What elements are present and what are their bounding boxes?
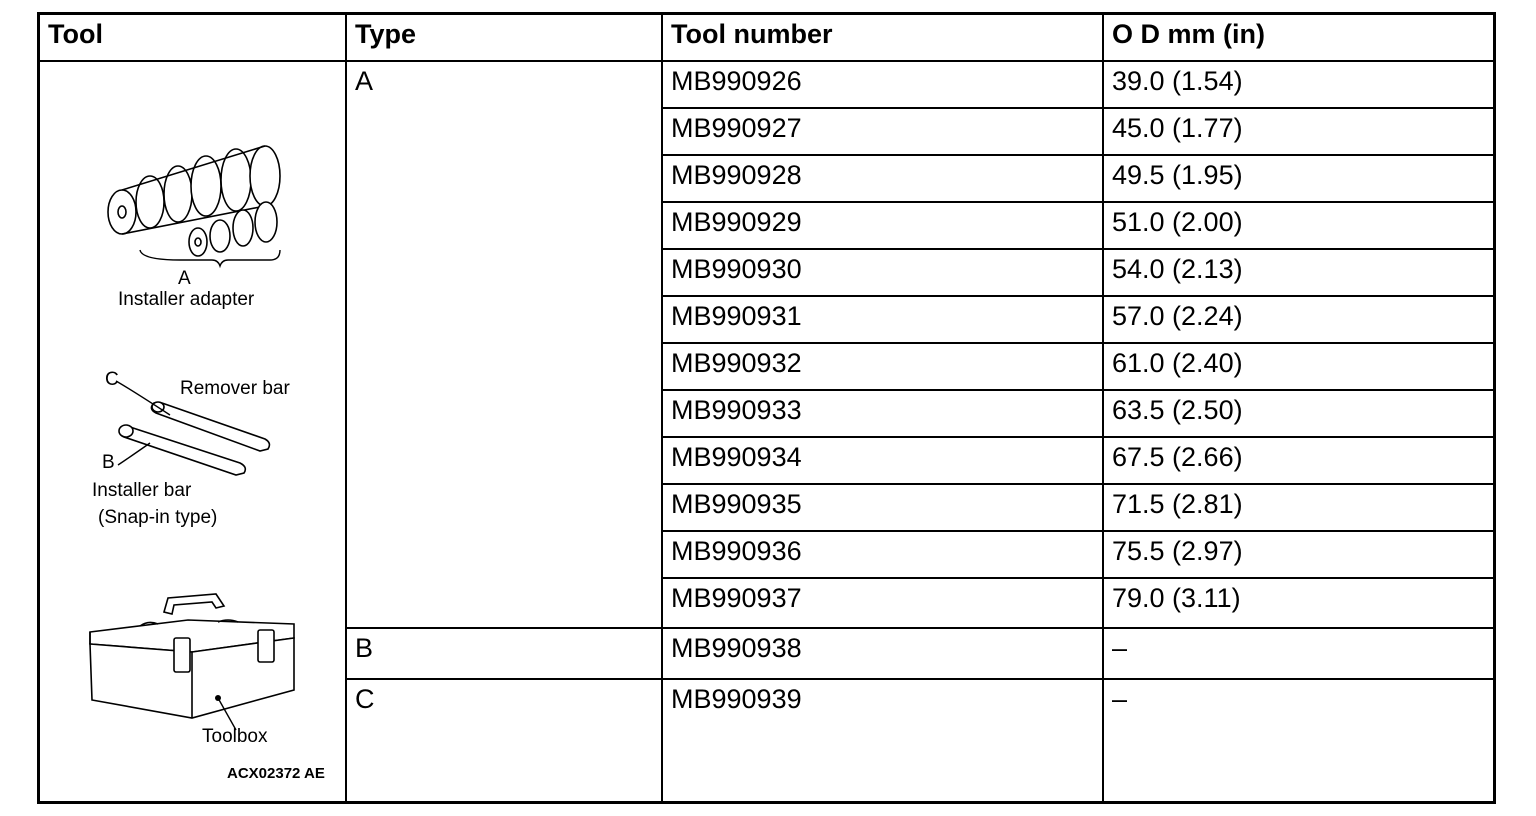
od-cell: – — [1112, 633, 1128, 663]
letter-b-label: B — [102, 452, 115, 473]
installer-adapter-label: Installer adapter — [118, 289, 255, 310]
od-cell: 63.5 (2.50) — [1112, 395, 1243, 425]
header-tool-number: Tool number — [671, 19, 833, 49]
type-a: A — [355, 66, 374, 96]
od-cell: 45.0 (1.77) — [1112, 113, 1243, 143]
tool-number-cell: MB990932 — [671, 348, 802, 378]
tool-table — [37, 12, 1496, 804]
header-od: O D mm (in) — [1112, 19, 1265, 49]
tool-number-cell: MB990934 — [671, 442, 802, 472]
od-cell: – — [1112, 684, 1128, 714]
tool-number-cell: MB990927 — [671, 113, 802, 143]
tool-number-cell: MB990937 — [671, 583, 802, 613]
letter-a-label: A — [178, 268, 191, 289]
installer-bar-label: Installer bar — [92, 480, 192, 501]
header-type: Type — [355, 19, 417, 49]
type-b: B — [355, 633, 374, 663]
od-cell: 51.0 (2.00) — [1112, 207, 1243, 237]
toolbox-illustration — [88, 590, 298, 735]
od-cell: 75.5 (2.97) — [1112, 536, 1243, 566]
tool-number-cell: MB990935 — [671, 489, 802, 519]
od-cell: 54.0 (2.13) — [1112, 254, 1243, 284]
tool-number-cell: MB990936 — [671, 536, 802, 566]
tool-number-cell: MB990928 — [671, 160, 802, 190]
toolbox-label: Toolbox — [202, 726, 268, 747]
tool-number-cell: MB990930 — [671, 254, 802, 284]
tool-number-cell: MB990931 — [671, 301, 802, 331]
header-tool: Tool — [48, 19, 103, 49]
od-cell: 39.0 (1.54) — [1112, 66, 1243, 96]
type-c: C — [355, 684, 375, 714]
tool-number-cell: MB990938 — [671, 633, 802, 663]
tool-number-cell: MB990929 — [671, 207, 802, 237]
figure-code: ACX02372 AE — [227, 765, 325, 782]
od-cell: 67.5 (2.66) — [1112, 442, 1243, 472]
tool-number-cell: MB990939 — [671, 684, 802, 714]
od-cell: 71.5 (2.81) — [1112, 489, 1243, 519]
tool-number-cell: MB990933 — [671, 395, 802, 425]
row-divider — [345, 678, 1493, 680]
od-cell: 49.5 (1.95) — [1112, 160, 1243, 190]
letter-c-label: C — [105, 369, 119, 390]
od-cell: 61.0 (2.40) — [1112, 348, 1243, 378]
od-cell: 57.0 (2.24) — [1112, 301, 1243, 331]
remover-bar-label: Remover bar — [180, 378, 290, 399]
row-divider — [345, 627, 1493, 629]
od-cell: 79.0 (3.11) — [1112, 583, 1241, 613]
tool-number-cell: MB990926 — [671, 66, 802, 96]
snap-in-type-label: (Snap-in type) — [98, 507, 218, 528]
installer-adapter-illustration — [100, 150, 290, 270]
